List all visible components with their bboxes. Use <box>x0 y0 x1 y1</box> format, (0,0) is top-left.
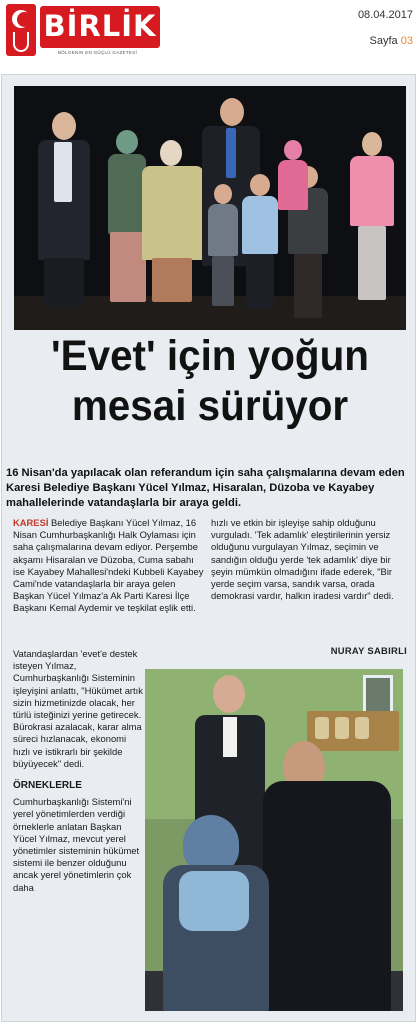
paragraph-1-text: Belediye Başkanı Yücel Yılmaz, 16 Nisan Cumhurbaşkanlığı Halk Oylaması için saha çalışmalarına devam ediyor. Perşembe akşamı Hisaralan ve Düzoba, Cuma sabahı ise Kayabey Mahallesi'ndeki Kubbeli Kayabey Cami'nde vatandaşlarla bir araya gelen Başkan Yücel Yılmaz'a Ak Parti Karesi İlçe Başkanı Kemal Aydemir ve teşkilat eşlik etti. <box>13 517 204 614</box>
newspaper-logo: BİRLİK <box>40 6 160 48</box>
paragraph-1 <box>13 517 205 615</box>
headline-line-1: 'Evet' için yoğun <box>51 332 369 380</box>
article-column-1-narrow <box>13 648 145 894</box>
page-number: 03 <box>400 35 413 47</box>
mayor-photo <box>145 669 403 1011</box>
article-column-1 <box>13 517 205 615</box>
party-emblem-icon <box>6 4 36 56</box>
newspaper-tagline: BÖLGENİN EN GÜÇLÜ GAZETESİ <box>58 50 138 55</box>
article-lead: 16 Nisan'da yapılacak olan referandum için saha çalışmalarına devam eden Karesi Belediye Başkanı Yücel Yılmaz, Hisaralan, Düzoba ve Kayabey mahallelerinde vatandaşlarla bir araya geldi. <box>6 467 405 509</box>
author-byline: NURAY SABIRLI <box>330 645 407 656</box>
article-column-2 <box>211 517 411 602</box>
newspaper-header <box>0 0 417 66</box>
paragraph-2: Vatandaşlardan 'evet'e destek isteyen Yılmaz, Cumhurbaşkanlığı Sisteminin işleyişini anlattı, "Hükümet artık sizin hizmetinizde olacak, her türlü isteğinizi yerine getirecek. Bürokrasi azalacak, karar alma süreci hızlanacak, ekonomi hızlı ve istikrarlı bir şekilde büyüyecek" dedi. <box>13 648 143 769</box>
paragraph-4: hızlı ve etkin bir işleyişe sahip olduğunu vurguladı. 'Tek adamlık' eleştirilerinin yersiz olduğunu vurgulayan Yılmaz, seçimin ve sandığın olduğu yerde 'tek adamlık' diye bir şeyin mümkün olmadığını ifade ederek, "Bir yerde seçim varsa, sandık varsa, orada demokrasi vardır, halkın iradesi vardır" dedi. <box>211 517 394 602</box>
headline-line-2: mesai sürüyor <box>71 382 349 430</box>
subhead-text: ÖRNEKLERLE <box>13 780 82 792</box>
page-indicator <box>370 35 413 47</box>
article-headline <box>22 331 398 431</box>
article-subhead <box>13 780 145 792</box>
dateline: KARESİ <box>13 517 49 528</box>
news-clipping <box>1 74 416 1022</box>
group-photo <box>14 86 406 330</box>
page-label: Sayfa <box>369 35 398 47</box>
paragraph-3: Cumhurbaşkanlığı Sistemi'ni yerel yönetimlerden verdiği örneklerle anlatan Başkan Yücel Yılmaz, mevcut yerel yönetimler sisteminin hükümet sistemi ile benzer olduğunu ancak yerel yönetimlerin çok daha <box>13 796 140 893</box>
issue-date: 08.04.2017 <box>357 9 413 21</box>
